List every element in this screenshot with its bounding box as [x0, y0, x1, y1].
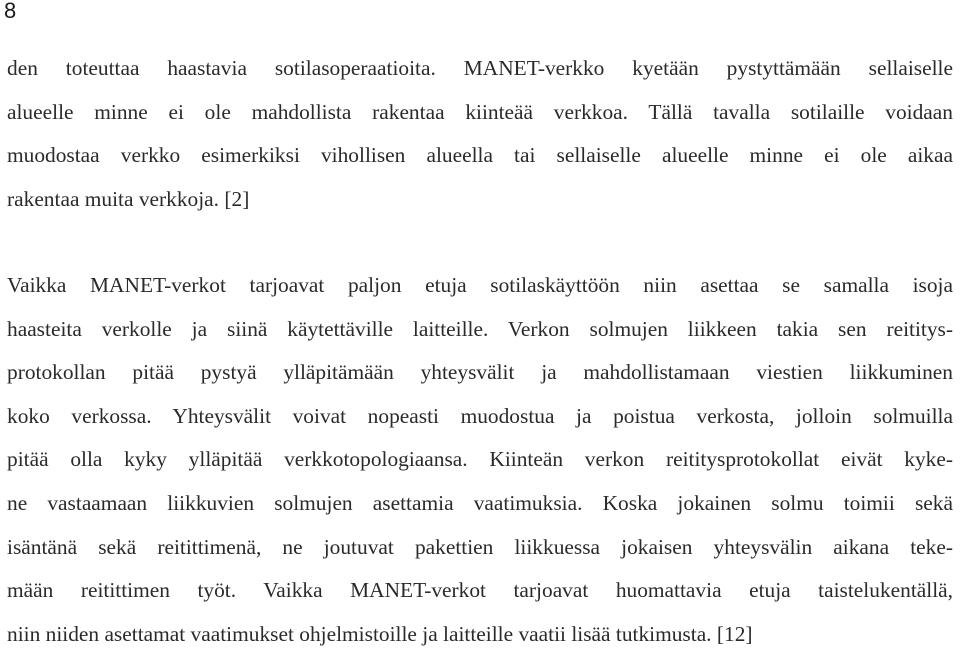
text-line: mään reitittimen työt. Vaikka MANET-verkot tarjoavat huomattavia etuja taistelukentällä, — [7, 578, 953, 603]
text-line: pitää olla kyky ylläpitää verkkotopologiaansa. Kiinteän verkon reititysprotokollat eivät kyke- — [7, 447, 953, 472]
paragraph-1 — [7, 47, 953, 221]
text-line: rakentaa muita verkkoja. [2] — [7, 186, 250, 211]
paragraph-2 — [7, 264, 953, 656]
text-line: protokollan pitää pystyä ylläpitämään yhteysvälit ja mahdollistamaan viestien liikkuminen — [7, 360, 953, 385]
text-line: haasteita verkolle ja siinä käytettäville laitteille. Verkon solmujen liikkeen takia sen reititys- — [7, 316, 953, 341]
text-line: niin niiden asettamat vaatimukset ohjelmistoille ja laitteille vaatii lisää tutkimusta. [12] — [7, 621, 753, 646]
text-line: muodostaa verkko esimerkiksi vihollisen alueella tai sellaiselle alueelle minne ei ole aikaa — [7, 143, 953, 168]
page-number: 8 — [4, 0, 17, 23]
text-line: den toteuttaa haastavia sotilasoperaatioita. MANET-verkko kyetään pystyttämään sellaiselle — [7, 56, 953, 80]
text-line: ne vastaamaan liikkuvien solmujen asettamia vaatimuksia. Koska jokainen solmu toimii sekä — [7, 490, 953, 515]
text-line: koko verkossa. Yhteysvälit voivat nopeasti muodostua ja poistua verkosta, jolloin solmuilla — [7, 403, 953, 428]
text-line: Vaikka MANET-verkot tarjoavat paljon etuja sotilaskäyttöön niin asettaa se samalla isoja — [7, 273, 953, 297]
text-line: alueelle minne ei ole mahdollista rakentaa kiinteää verkkoa. Tällä tavalla sotilaille voidaan — [7, 99, 953, 124]
text-line: isäntänä sekä reitittimenä, ne joutuvat pakettien liikkuessa jokaisen yhteysvälin aikana teke- — [7, 534, 953, 559]
